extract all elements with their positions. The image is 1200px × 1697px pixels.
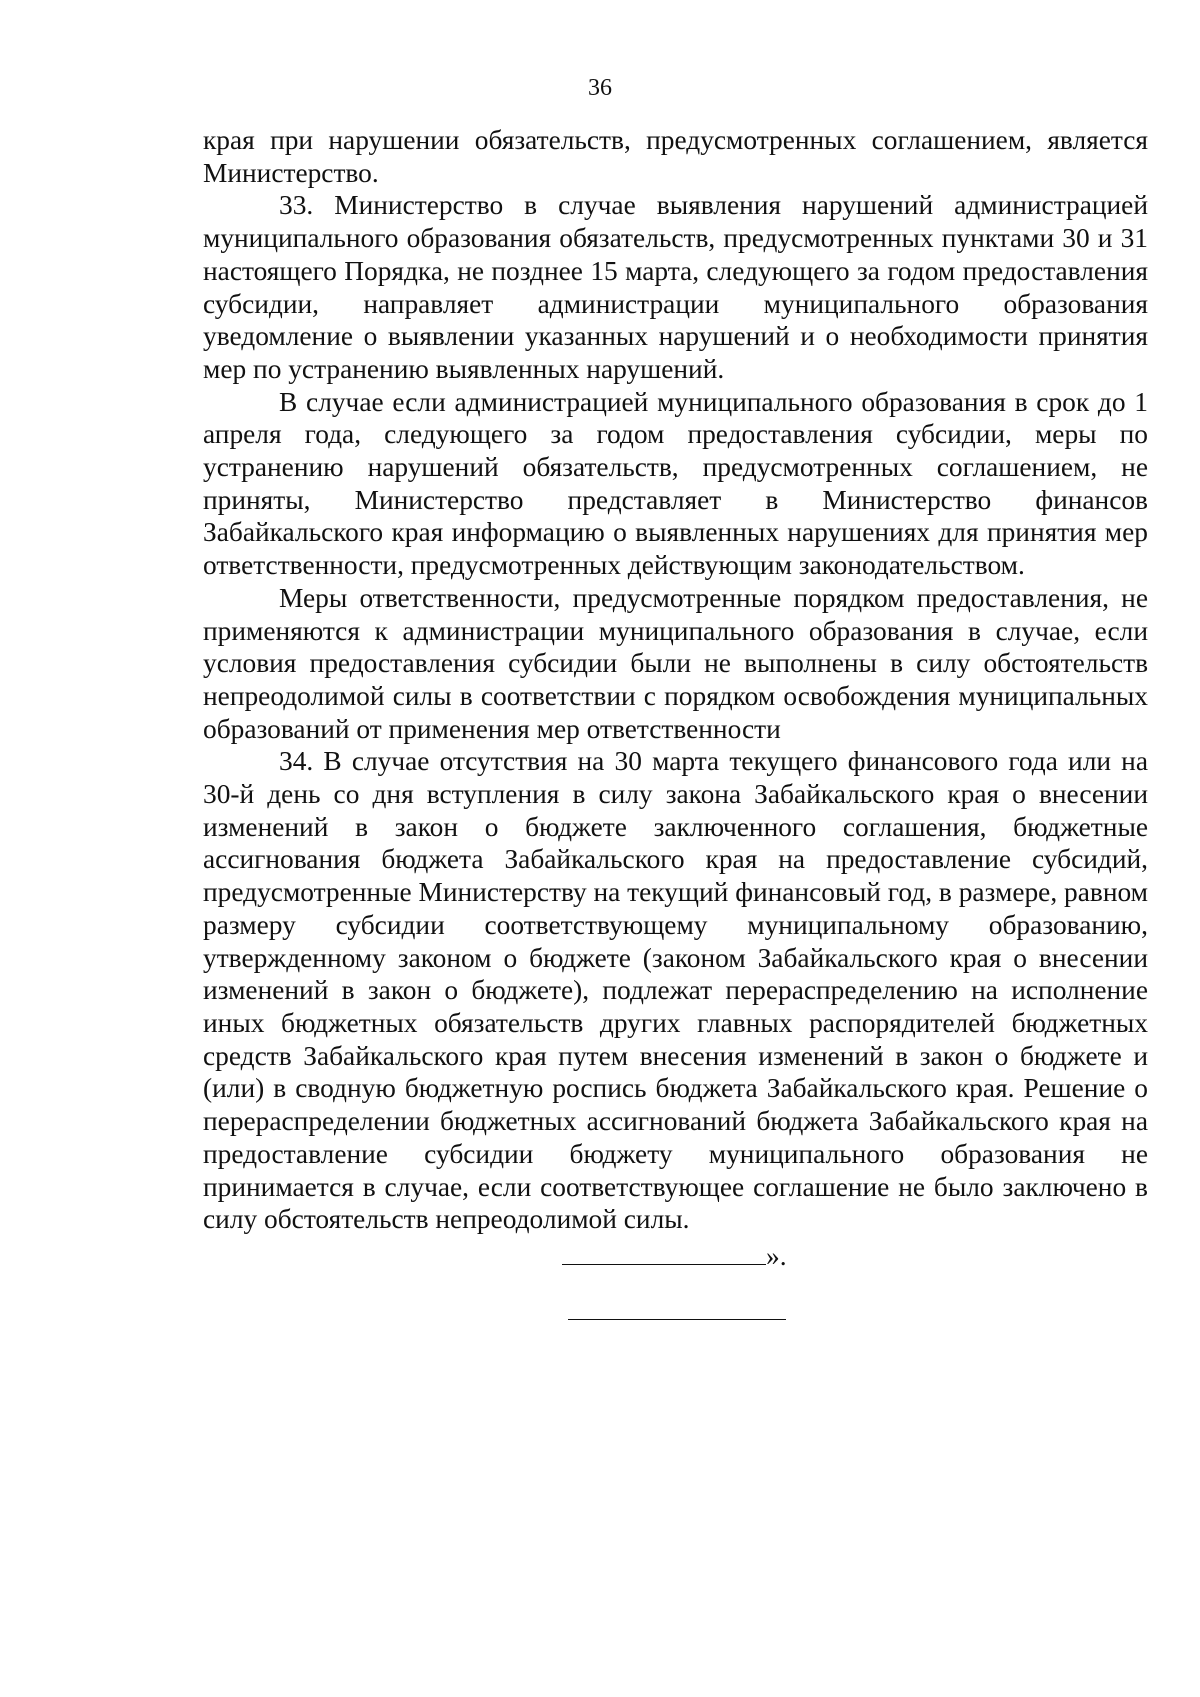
paragraph-force-majeure: Меры ответственности, предусмотренные порядком предоставления, не применяются к администрации муниципального образования в случае, если условия предоставления субсидии были не выполнены в силу обстоятельств непреодолимой силы в соответствии с порядком освобождения муниципальных образований от применения мер ответственности — [203, 582, 1148, 744]
document-body — [203, 124, 1148, 1236]
paragraph-continuation: края при нарушении обязательств, предусмотренных соглашением, является Министерство. — [203, 125, 1148, 188]
end-of-document-rule — [568, 1319, 786, 1320]
closing-underline — [562, 1240, 766, 1265]
paragraph-item-34: 34. В случае отсутствия на 30 марта текущего финансового года или на 30-й день со дня вступления в силу закона Забайкальского края о внесении изменений в закон о бюджете заключенного соглашения, бюджетные ассигнования бюджета Забайкальского края на предоставление субсидий, предусмотренные Министерству на текущий финансовый год, в размере, равном размеру субсидии соответствующему муниципальному образованию, утвержденному законом о бюджете (законом Забайкальского края о внесении изменений в закон о бюджете), подлежат перераспределению на исполнение иных бюджетных обязательств других главных распорядителей бюджетных средств Забайкальского края путем внесения изменений в закон о бюджете и (или) в сводную бюджетную роспись бюджета Забайкальского края. Решение о перераспределении бюджетных ассигнований бюджета Забайкальского края на предоставление субсидии бюджету муниципального образования не принимается в случае, если соответствующее соглашение не было заключено в силу обстоятельств непреодолимой силы. — [203, 746, 1148, 1235]
closing-quote-mark: ». — [766, 1241, 787, 1271]
paragraph-item-33: 33. Министерство в случае выявления нарушений администрацией муниципального образования обязательств, предусмотренных пунктами 30 и 31 настоящего Порядка, не позднее 15 марта, следующего за годом предоставления субсидии, направляет администрации муниципального образования уведомление о выявлении указанных нарушений и о необходимости принятия мер по устранению выявленных нарушений. — [203, 190, 1148, 384]
closing-quote-line — [562, 1240, 787, 1272]
page-number: 36 — [588, 75, 612, 101]
paragraph-violation-report: В случае если администрацией муниципального образования в срок до 1 апреля года, следующего за годом предоставления субсидии, меры по устранению нарушений обязательств, предусмотренных соглашением, не приняты, Министерство представляет в Министерство финансов Забайкальского края информацию о выявленных нарушениях для принятия мер ответственности, предусмотренных действующим законодательством. — [203, 386, 1148, 581]
